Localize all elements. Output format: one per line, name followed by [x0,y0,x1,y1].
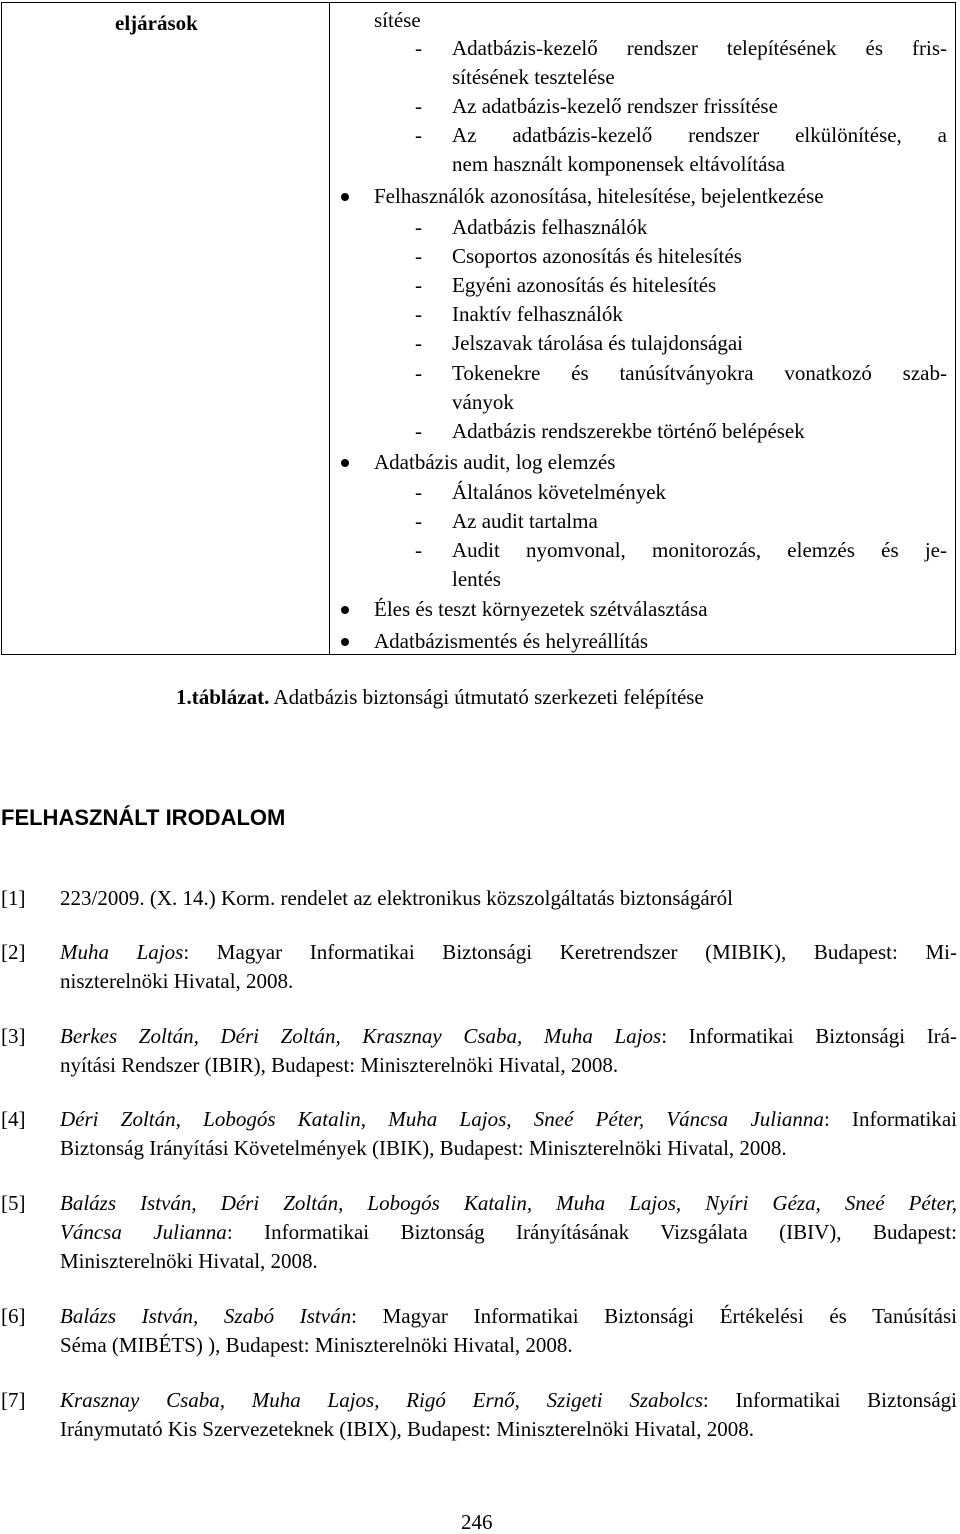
reference-text: Biztonság Irányítási Követelmények (IBIK), Budapest: Miniszterelnöki Hivatal, 2008. [60,1136,787,1160]
table-text-line: sítésének tesztelése [452,65,615,89]
reference-line [60,971,957,992]
table-sub-item: Az adatbázis-kezelő rendszer frissítése [452,94,778,118]
bullet-icon [341,193,349,201]
dash-marker: - [415,215,422,239]
caption-text: Adatbázis biztonsági útmutató szerkezeti felépítése [269,685,704,709]
bullet-icon [341,606,349,614]
table-sub-item: Inaktív felhasználók [452,302,623,326]
reference-number: [3] [1,1024,26,1048]
reference-text: : Magyar Informatikai Biztonsági Értékelési és Tanúsítási [351,1304,957,1328]
dash-marker: - [415,419,422,443]
dash-marker: - [415,538,422,562]
reference-number: [1] [1,886,26,910]
reference-text: nyítási Rendszer (IBIR), Budapest: Miniszterelnöki Hivatal, 2008. [60,1053,619,1077]
reference-authors: Balázs István, Szabó István [60,1304,352,1328]
page-number: 246 [461,1510,493,1534]
table-sub-item: Általános követelmények [452,480,667,504]
table-sub-item: Adatbázis rendszerekbe történő belépések [452,419,805,443]
table-text-line: ványok [452,390,514,414]
reference-line [60,1306,957,1327]
reference-authors: Krasznay Csaba, Muha Lajos, Rigó Ernő, Szigeti Szabolcs [60,1388,703,1412]
table-text-line: lentés [452,567,501,591]
table-sub-item: Jelszavak tárolása és tulajdonságai [452,331,743,355]
table-cell-content [2,3,955,654]
table-sub-item: Az adatbázis-kezelő rendszer elkülönítése, a [452,123,947,147]
table-sub-item: Egyéni azonosítás és hitelesítés [452,273,717,297]
reference-number: [2] [1,940,26,964]
table-text-line: nem használt komponensek eltávolítása [452,152,785,176]
reference-line [60,942,957,963]
reference-number: [7] [1,1388,26,1412]
reference-text: 223/2009. (X. 14.) Korm. rendelet az elektronikus közszolgáltatás biztonságáról [60,886,733,910]
reference-line [60,1193,957,1214]
table-sub-item: Csoportos azonosítás és hitelesítés [452,244,742,268]
reference-text: : Magyar Informatikai Biztonsági Keretrendszer (MIBIK), Budapest: Mi- [183,940,957,964]
reference-authors: Berkes Zoltán, Déri Zoltán, Krasznay Csaba, Muha Lajos [60,1024,662,1048]
reference-text: Séma (MIBÉTS) ), Budapest: Miniszterelnöki Hivatal, 2008. [60,1333,573,1357]
table-text-line: sítése [374,8,421,32]
reference-line [60,1222,957,1243]
table-bullet-item: Éles és teszt környezetek szétválasztása [374,597,708,621]
reference-line [60,1138,957,1159]
reference-text: : Informatikai [823,1107,958,1131]
reference-text: : Informatikai Biztonság Irányításának Vizsgálata (IBIV), Budapest: [226,1220,958,1244]
table-sub-item: Audit nyomvonal, monitorozás, elemzés és je- [452,538,947,562]
table-sub-item: Adatbázis felhasználók [452,215,648,239]
table-caption [176,685,704,710]
dash-marker: - [415,94,422,118]
bullet-icon [341,638,349,646]
reference-text: Miniszterelnöki Hivatal, 2008. [60,1249,318,1273]
dash-marker: - [415,509,422,533]
reference-line [60,1419,957,1440]
table-bullet-item: Felhasználók azonosítása, hitelesítése, bejelentkezése [374,184,824,208]
reference-line [60,1109,957,1130]
dash-marker: - [415,123,422,147]
reference-text: : Informatikai Biztonsági [702,1388,957,1412]
reference-line [60,1390,957,1411]
reference-line [60,1335,957,1356]
dash-marker: - [415,361,422,385]
literature-heading: FELHASZNÁLT IRODALOM [1,805,286,830]
dash-marker: - [415,302,422,326]
dash-marker: - [415,244,422,268]
reference-line [60,888,957,909]
bullet-icon [341,459,349,467]
reference-number: [6] [1,1304,26,1328]
dash-marker: - [415,331,422,355]
reference-authors: Balázs István, Déri Zoltán, Lobogós Katalin, Muha Lajos, Nyíri Géza, Sneé Péter, [60,1191,957,1215]
structure-table [1,2,956,655]
reference-text: : Informatikai Biztonsági Irá- [661,1024,957,1048]
table-sub-item: Adatbázis-kezelő rendszer telepítésének és fris- [452,36,947,60]
reference-line [60,1026,957,1047]
reference-line [60,1055,957,1076]
dash-marker: - [415,36,422,60]
table-sub-item: Tokenekre és tanúsítványokra vonatkozó szab- [452,361,947,385]
reference-number: [4] [1,1107,26,1131]
reference-authors: Déri Zoltán, Lobogós Katalin, Muha Lajos, Sneé Péter, Váncsa Julianna [60,1107,824,1131]
table-bullet-item: Adatbázis audit, log elemzés [374,450,616,474]
dash-marker: - [415,480,422,504]
reference-line [60,1251,957,1272]
reference-authors: Váncsa Julianna [60,1220,227,1244]
reference-number: [5] [1,1191,26,1215]
table-bullet-item: Adatbázismentés és helyreállítás [374,629,649,653]
dash-marker: - [415,273,422,297]
caption-label: 1.táblázat. [176,685,270,709]
row-label: eljárások [115,11,198,35]
reference-text: Iránymutató Kis Szervezeteknek (IBIX), Budapest: Miniszterelnöki Hivatal, 2008. [60,1417,754,1441]
table-sub-item: Az audit tartalma [452,509,598,533]
reference-authors: Muha Lajos [60,940,184,964]
reference-text: niszterelnöki Hivatal, 2008. [60,969,294,993]
